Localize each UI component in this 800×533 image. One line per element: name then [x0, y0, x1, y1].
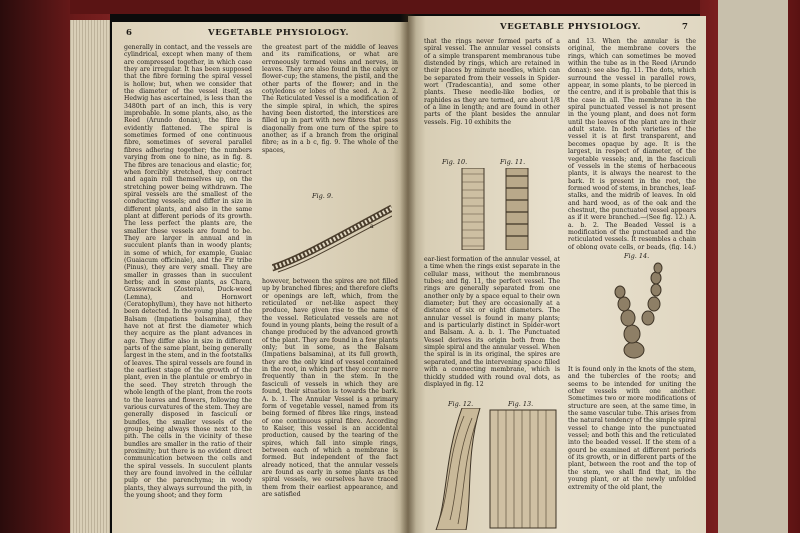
figure-9-reticulated-vessel: [272, 202, 392, 274]
book-gutter: [400, 14, 416, 533]
text-column-2-bottom: however, between the spires are not filled up by branched fibres; and therefore clefts or openings are left, which, from the reticulated or net-like aspect they produce, have given rise to the name of the vessel. Reticulated vessels are not found in young plants, being the result of a change produced by the advanced growth of the plant. They are found in a few plants only; but in some, as the Balsam (Impatiens balsamina), at its full growth, they are the only kind of vessel contained in the root, in which part they occur more frequently than in the stem. In the fasciculi of vessels in which they are found, their situation is towards the bark. A. b. 1. The Annular Vessel is a primary form of vegetable vessel, named from its being formed of fibres like rings, instead of one continuous spiral fibre. According to Kaiser, this vessel is an accidental production, caused by the tearing of the spires, which fall into simple rings, between each of which a membrane is formed. But independent of the fact already noticed, that the annular vessels are found as early in some plants as the spiral vessels, we ourselves have traced them from their earliest appearance, and are satisfied: [262, 278, 398, 498]
page-number: 7: [682, 22, 688, 32]
figure-caption: Fig. 11.: [500, 158, 526, 166]
left-page: [112, 22, 408, 533]
page-edges: [70, 20, 110, 533]
text-column-1-middle: ear-liest formation of the annular vessel, at a time when the rings exist separate in the cellular mass, without the membranous tubes; and fig. 11, the perfect vessel. The rings are generally separated from one another only by a space equal to their own diameter; but they are occasionally at a distance of six or eight diameters. The annular vessel is found in many plants; and is particularly distinct in Spider-wort and Balsam. A. a. b. 1. The Punctuated Vessel derives its origin both from the simple spiral and the annular vessel. When the spiral is in its original, the spires are separated, and the intervening space filled with a connecting membrane, which is thickly studded with round oval dots, as displayed in fig. 12: [424, 256, 560, 388]
figure-caption: Fig. 10.: [442, 158, 468, 166]
right-page: [408, 16, 706, 533]
figure-caption: Fig. 14.: [624, 252, 650, 260]
text-column-2-top: and 13. When the annular is the original, the membrane covers the rings, which can sometimes be moved within the tube as in the Reed (Arundo donax): see also fig. 11. The dots, which surround the vessel in parallel rows, appear, in some plants, to be pierced in the centre, and it is probable that this is the case in all. The membrane in the spiral punctuated vessel is not present in the young plant, and does not form until the leaves of the plant are in their adult state. In both varieties of the vessel it is at first transparent, and becomes opaque by age. It is the largest, in respect of diameter, of the vegetable vessels; and, in the fasciculi of vessels in the stems of herbaceous plants, it is always the nearest to the bark. It is present in the root, the formed wood of stems, in branches, leaf-stalks, and the midrib of leaves. In old and hard wood, as of the oak and the chestnut, the punctuated vessel appears as if it were branched.—(See fig. 12.) A. a. b. 2. The Beaded Vessel is a modification of the punctuated and the reticulated vessels. It resembles a chain of oblong ovate cells, or beads, (fig. 14.): [568, 38, 696, 250]
figure-caption: Fig. 12.: [448, 400, 474, 408]
page-number: 6: [126, 28, 132, 38]
text-column-1: generally in contact, and the vessels are cylindrical, except when many of them are compressed together, in which case they are irregular. It has been supposed that the fibre forming the spiral vessel is hollow; but, when we consider that the diameter of the vessel itself, as Hedwig has ascertained, is less than the 3480th part of an inch, this is very improbable. In some plants, also, as the Reed (Arundo donax), the fibre is evidently flattened. The spiral is sometimes formed of one continuous fibre, sometimes of several parallel fibres adhering together; the numbers varying from one to nine, as in fig. 8. The fibres are tenacious and elastic; for, when forcibly stretched, they contract and again roll themselves up, on the stretching power being withdrawn. The spiral vessels are the smallest of the conducting vessels; and differ in size in different plants, and also in the same plant at different periods of its growth. The less perfect the plants are, the smaller these vessels are found to be. They are larger in annual and in succulent plants than in woody plants; in some of which, for example, Guaiac (Guaiacum officinale), and the Fir tribe (Pinus), they are very small. They are smaller in grasses than in succulent herbs; and in some plants, as Chara, Grasswrack (Zostera), Duck-weed (Lemna), and Hornwort (Ceratophyllum), they have not hitherto been detected. In the young plant of the Balsam (Impatiens balsamina), they have not at first the diameter which they acquire as the plant advances in age. They differ also in size in different parts of the same plant, being generally largest in the stem, and in the footstalks of leaves. The spiral vessels are found in the earliest stage of the growth of the plant, even in the plantule or embryo in the seed. They stretch through the whole length of the plant, from the roots to the leaves and flowers, following the various curvatures of the stem. They are generally disposed in fasciculi or bundles, the smaller vessels of the group being always those next to the pith. The cells in the vicinity of these bundles are smaller in the ratio of their proximity; but there is no evident direct communication between the cells and the spiral vessels. In succulent plants they are found involved in the cellular pulp or the parenchyma; in woody plants, they always surround the pith, in the young shoot; and they form: [124, 44, 252, 499]
text-column-2-bottom: It is found only in the knots of the stem, and the tubercles of the roots; and seems to be intended for uniting the other vessels with one another. Sometimes two or more modifications of structure are seen, at the same time, in the same vascular tube. This arises from the natural tendency of the simple spiral vessel to change into the punctuated vessel; and both this and the reticulated into the beaded vessel. If the stem of a gourd be examined at different periods of its growth, or in different parts of the plant, between the root and the top of the stem, we shall find that, in the young plant, or at the newly unfolded extremity of the old plant, the: [568, 366, 696, 491]
page-edges-right: [718, 0, 788, 533]
figure-caption: Fig. 9.: [312, 192, 334, 200]
figures-12-13-punctuated-vessels: [426, 408, 562, 530]
figure-14-beaded-vessel: [598, 262, 678, 362]
svg-text:a: a: [370, 223, 374, 230]
book-cover-top: [70, 0, 710, 14]
figures-10-11-annular-vessels: [448, 168, 544, 250]
figure-caption: Fig. 13.: [508, 400, 534, 408]
text-column-2-top: the greatest part of the middle of leaves and its ramifications, or what are erroneously termed veins and nerves, in leaves. They are also found in the calyx or flower-cup; the stamens, the pistil, and the other parts of the flower; and in the cotyledons or lobes of the seed. A. a. 2. The Reticulated Vessel is a modification of the simple spiral, in which, the spires having been distorted, the interstices are filled up in part with new fibres that pass diagonally from one turn of the spire to another, as if a branch from the original fibre; as in a b c, fig. 9. The whole of the spaces,: [262, 44, 398, 154]
running-head: VEGETABLE PHYSIOLOGY.: [500, 22, 642, 32]
text-column-1-top: that the rings never formed parts of a spiral vessel. The annular vessel consists of a simple transparent membranous tube distended by rings, which are retained in their places by minute needles, which can be separated from their vessels in Spider-wort (Tradescantia), and some other plants. These needle-like bodies, or raphides as they are termed, are about 1/8 of a line in length; and are found in other parts of the plant besides the annular vessels. Fig. 10 exhibits the: [424, 38, 560, 126]
running-head: VEGETABLE PHYSIOLOGY.: [208, 28, 350, 38]
